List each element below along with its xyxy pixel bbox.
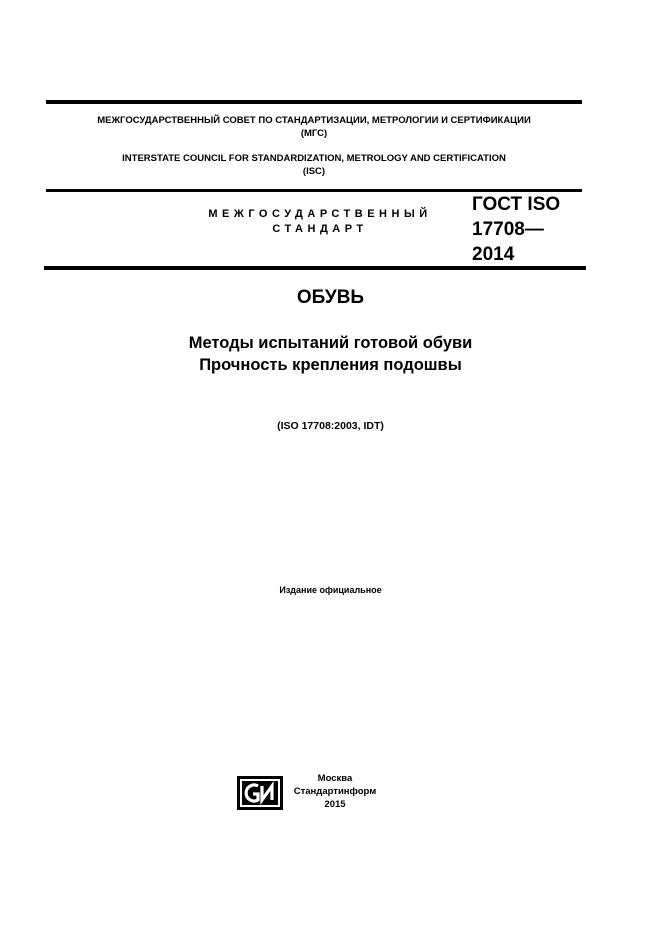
council-name-ru [46, 114, 582, 140]
standard-number-line1: ГОСТ ISO [472, 194, 561, 215]
bottom-divider [44, 266, 586, 270]
standard-type-line2: СТАНДАРТ [272, 223, 368, 235]
publisher-city: Москва [317, 773, 353, 784]
publisher-name: Стандартинформ [293, 786, 377, 797]
council-abbr-ru: (МГС) [300, 128, 328, 139]
standard-number-line3: 2014 [472, 244, 515, 265]
document-subtitle [0, 332, 661, 376]
top-divider [46, 100, 582, 104]
standard-number [472, 192, 584, 267]
edition-note: Издание официальное [279, 585, 382, 595]
council-name-ru-line1: МЕЖГОСУДАРСТВЕННЫЙ СОВЕТ ПО СТАНДАРТИЗАЦИИ, МЕТРОЛОГИИ И СЕРТИФИКАЦИИ [97, 115, 531, 126]
iso-reference: (ISO 17708:2003, IDT) [277, 420, 384, 432]
publisher-block [285, 772, 385, 811]
document-title: ОБУВЬ [296, 287, 365, 308]
standard-number-line2: 17708— [472, 219, 544, 240]
council-name-en [46, 152, 582, 178]
council-abbr-en: (ISC) [302, 166, 326, 177]
standartinform-logo-icon [237, 776, 283, 810]
subtitle-line2: Прочность крепления подошвы [199, 356, 462, 374]
subtitle-line1: Методы испытаний готовой обуви [188, 334, 473, 352]
standard-type-label [180, 207, 460, 237]
council-name-en-line1: INTERSTATE COUNCIL FOR STANDARDIZATION, METROLOGY AND CERTIFICATION [122, 153, 506, 164]
publication-year: 2015 [324, 799, 346, 810]
standard-type-line1: МЕЖГОСУДАРСТВЕННЫЙ [208, 208, 432, 220]
